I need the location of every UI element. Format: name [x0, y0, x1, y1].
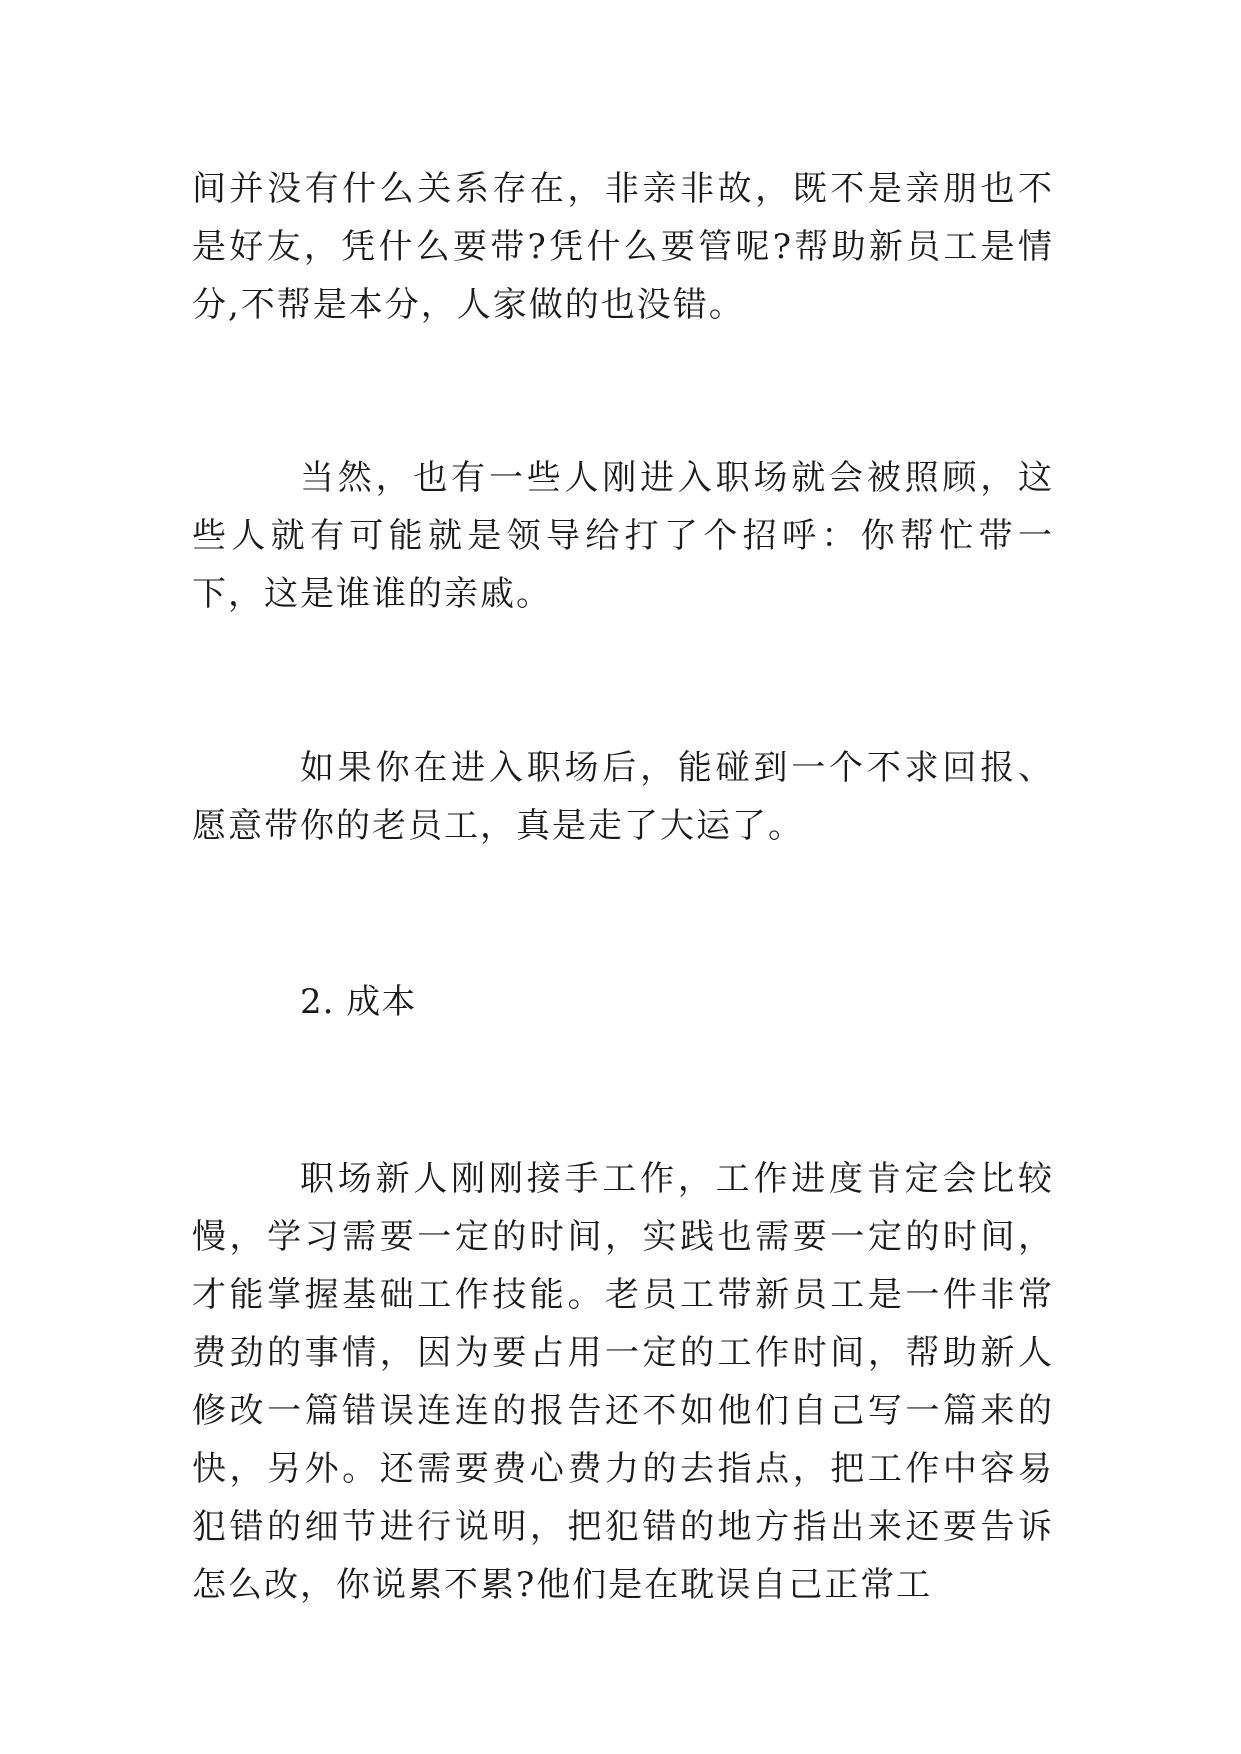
section-heading-cost: 2. 成本 — [300, 982, 417, 1022]
paragraph-cost: 职场新人刚刚接手工作，工作进度肯定会比较慢，学习需要一定的时间，实践也需要一定的时间，才能掌握基础工作技能。老员工带新员工是一件非常费劲的事情，因为要占用一定的工作时间，帮助新人修改一篇错误连连的报告还不如他们自己写一篇来的快，另外。还需要费心费力的去指点，把工作中容易犯错的细节进行说明，把犯错的地方指出来还要告诉怎么改，你说累不累?他们是在耽误自己正常工 — [192, 1159, 1054, 1605]
paragraph-relatives: 当然，也有一些人刚进入职场就会被照顾，这些人就有可能就是领导给打了个招呼：你帮忙带一下，这是谁谁的亲戚。 — [192, 458, 1054, 614]
paragraph-lucky: 如果你在进入职场后，能碰到一个不求回报、愿意带你的老员工，真是走了大运了。 — [192, 748, 1054, 846]
paragraph-continuation: 间并没有什么关系存在，非亲非故，既不是亲朋也不是好友，凭什么要带?凭什么要管呢?帮助新员工是情分,不帮是本分，人家做的也没错。 — [192, 169, 1054, 325]
